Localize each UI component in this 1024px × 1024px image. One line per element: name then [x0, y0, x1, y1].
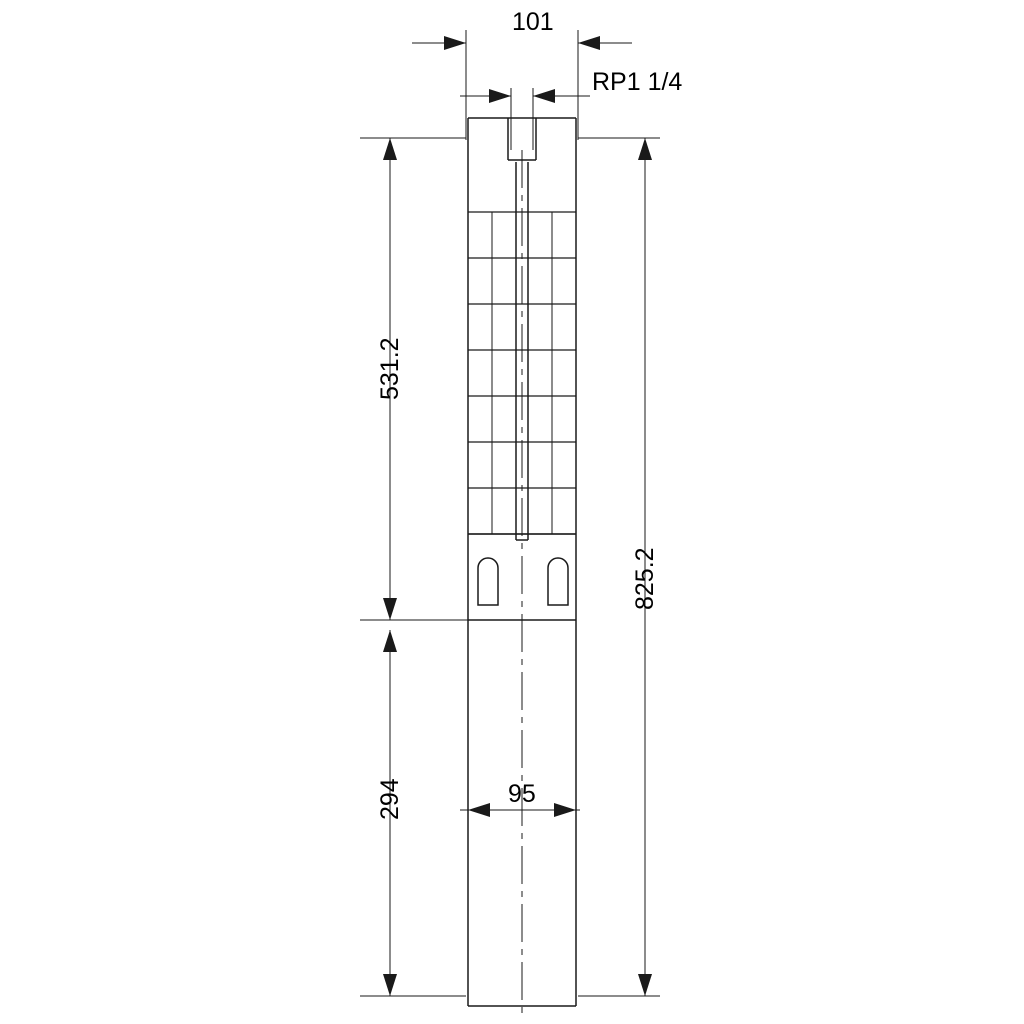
dimension-101 — [412, 36, 632, 50]
dimension-rp1 — [460, 89, 590, 103]
dimension-label-294: 294 — [376, 778, 404, 820]
dimension-label-95: 95 — [508, 780, 536, 808]
dimension-label-825-2: 825.2 — [631, 547, 659, 610]
dimension-label-rp1-thread: RP1 1/4 — [592, 68, 683, 96]
dimension-label-531-2: 531.2 — [376, 337, 404, 400]
extension-lines — [360, 30, 660, 996]
dimension-label-101: 101 — [512, 8, 554, 36]
